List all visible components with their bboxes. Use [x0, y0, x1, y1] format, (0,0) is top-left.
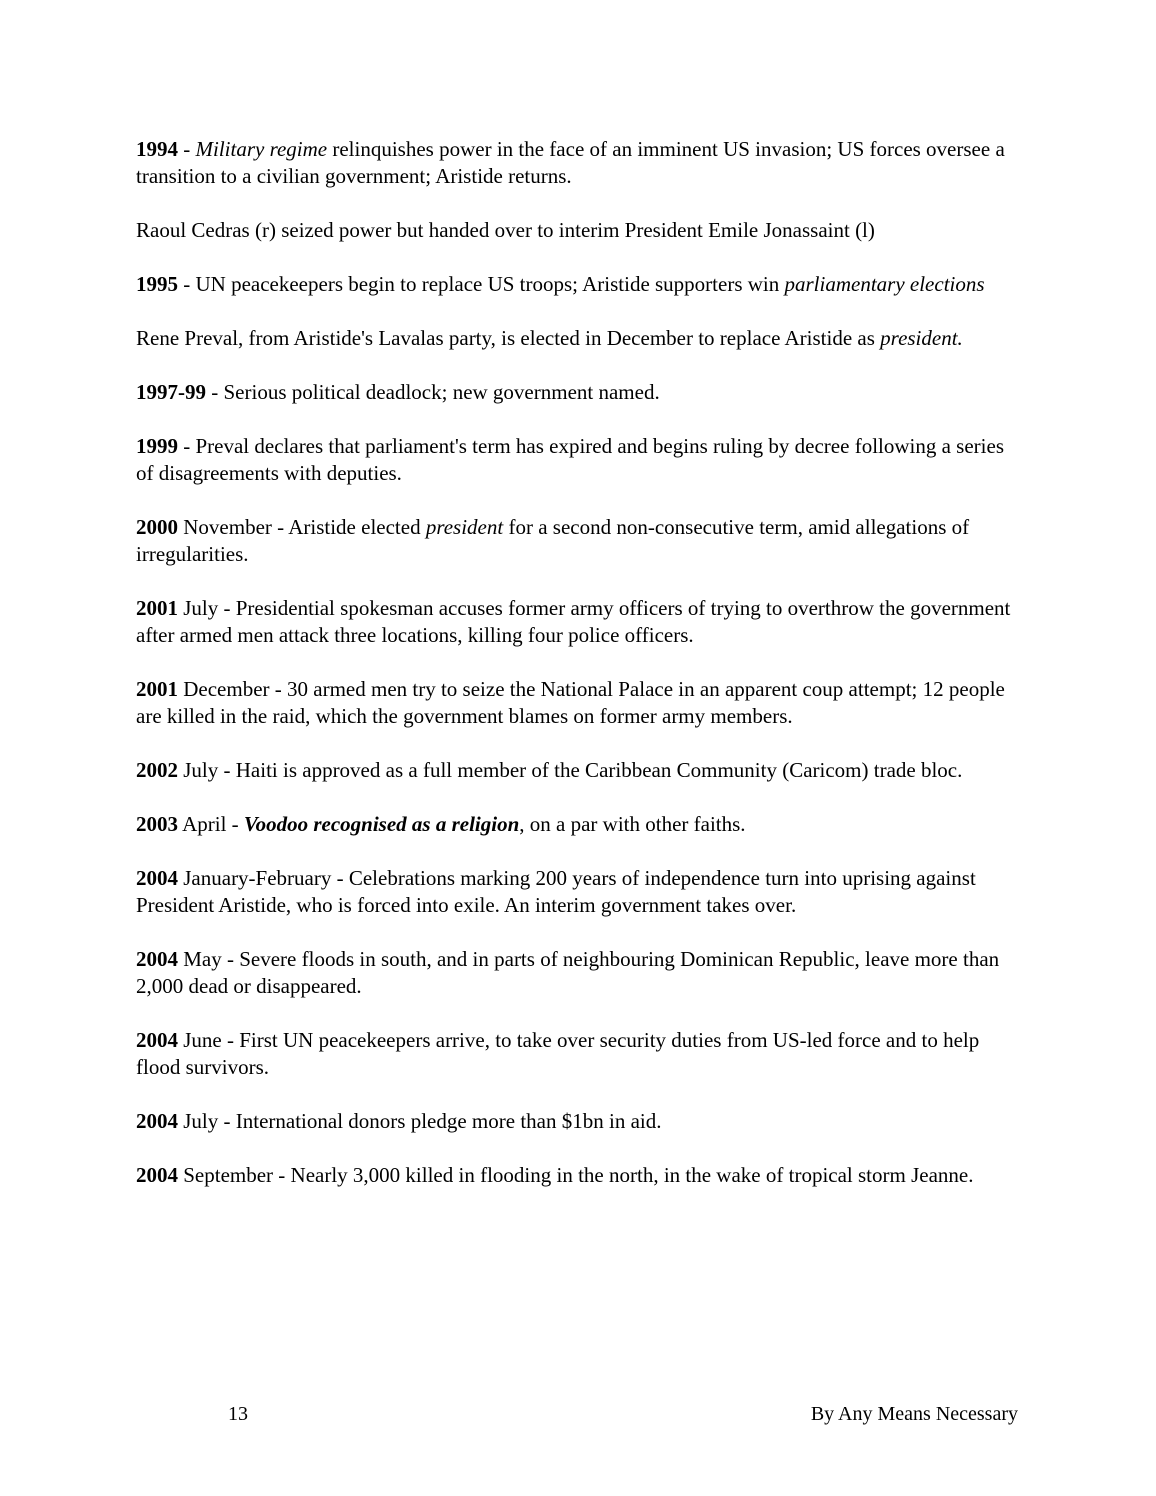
entry-year: 1999 [136, 434, 178, 458]
entry-text: president. [880, 326, 963, 350]
entry-text: Voodoo recognised as a religion [243, 812, 520, 836]
timeline-entry [136, 676, 1026, 730]
entry-text: January-February - Celebrations marking 200 years of independence turn into uprising against President Aristide, who is forced into exile. An interim government takes over. [136, 866, 976, 917]
timeline-entry [136, 757, 1026, 784]
entry-text: president [425, 515, 504, 539]
entry-text: July - International donors pledge more than $1bn in aid. [178, 1109, 662, 1133]
entry-text: July - Haiti is approved as a full member of the Caribbean Community (Caricom) trade bloc. [178, 758, 963, 782]
entry-text: - [178, 137, 196, 161]
timeline-entry [136, 325, 1026, 352]
timeline-entry [136, 433, 1026, 487]
entry-year: 2002 [136, 758, 178, 782]
entry-year: 1997-99 [136, 380, 206, 404]
entry-text: - UN peacekeepers begin to replace US troops; Aristide supporters win [178, 272, 785, 296]
entry-text: Rene Preval, from Aristide's Lavalas party, is elected in December to replace Aristide as [136, 326, 881, 350]
page-number: 13 [228, 1403, 248, 1425]
entry-text: parliamentary elections [784, 272, 985, 296]
entry-year: 1994 [136, 137, 178, 161]
timeline-entry [136, 946, 1026, 1000]
timeline-entry [136, 379, 1026, 406]
entry-text: May - Severe floods in south, and in parts of neighbouring Dominican Republic, leave more than 2,000 dead or disappeared. [136, 947, 1000, 998]
entry-text: Military regime [195, 137, 328, 161]
entry-text: relinquishes power in the face of an imminent US invasion; US forces oversee a transition to a civilian government; Aristide returns. [136, 137, 1005, 188]
timeline-entry [136, 1162, 1026, 1189]
timeline-entry [136, 595, 1026, 649]
timeline-entry [136, 217, 1026, 244]
timeline [136, 136, 1026, 1216]
entry-text: September - Nearly 3,000 killed in flooding in the north, in the wake of tropical storm Jeanne. [178, 1163, 974, 1187]
entry-year: 1995 [136, 272, 178, 296]
timeline-entry [136, 136, 1026, 190]
timeline-entry [136, 865, 1026, 919]
timeline-entry [136, 1108, 1026, 1135]
entry-year: 2004 [136, 1163, 178, 1187]
entry-text: - Serious political deadlock; new government named. [206, 380, 660, 404]
entry-year: 2004 [136, 1109, 178, 1133]
entry-year: 2001 [136, 596, 178, 620]
entry-text: , on a par with other faiths. [519, 812, 746, 836]
entry-text: June - First UN peacekeepers arrive, to take over security duties from US-led force and to help flood survivors. [136, 1028, 980, 1079]
timeline-entry [136, 811, 1026, 838]
timeline-entry [136, 1027, 1026, 1081]
entry-text: April - [178, 812, 244, 836]
timeline-entry [136, 271, 1026, 298]
entry-text: November - Aristide elected [178, 515, 426, 539]
entry-year: 2001 [136, 677, 178, 701]
footer-title: By Any Means Necessary [810, 1403, 1018, 1425]
entry-text: July - Presidential spokesman accuses former army officers of trying to overthrow the government after armed men attack three locations, killing four police officers. [136, 596, 1011, 647]
entry-text: - Preval declares that parliament's term has expired and begins ruling by decree following a series of disagreements with deputies. [136, 434, 1004, 485]
entry-year: 2004 [136, 866, 178, 890]
timeline-entry [136, 514, 1026, 568]
entry-year: 2004 [136, 1028, 178, 1052]
entry-text: for a second non-consecutive term, amid allegations of irregularities. [136, 515, 970, 566]
entry-year: 2000 [136, 515, 178, 539]
entry-text: December - 30 armed men try to seize the National Palace in an apparent coup attempt; 12 people are killed in the raid, which the government blames on former army members. [136, 677, 1005, 728]
entry-year: 2004 [136, 947, 178, 971]
entry-year: 2003 [136, 812, 178, 836]
entry-text: Raoul Cedras (r) seized power but handed over to interim President Emile Jonassaint (l) [136, 218, 875, 242]
